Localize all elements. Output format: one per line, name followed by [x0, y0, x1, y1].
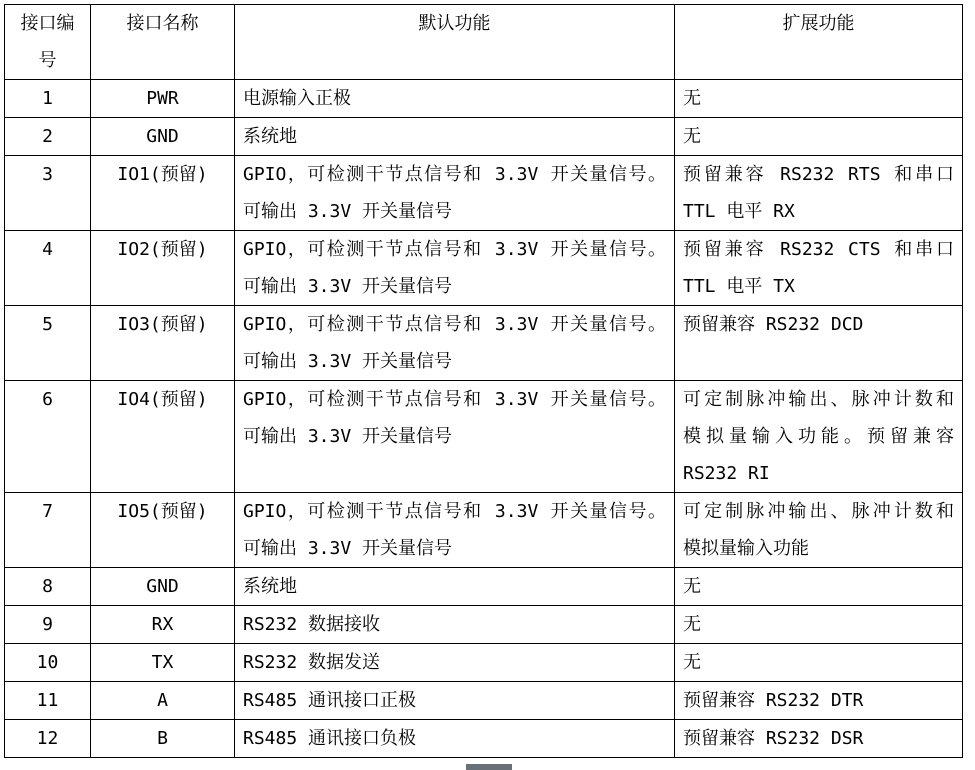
- text-line: 电源输入正极: [243, 88, 351, 109]
- text-line: 无: [683, 576, 701, 597]
- cell-interface-name: GND: [91, 568, 235, 606]
- table-row: [5, 156, 963, 231]
- cell-extended-function: [675, 306, 963, 381]
- cell-default-function: [235, 682, 675, 720]
- text-line: 接口名称: [126, 13, 199, 34]
- text-line: 预留兼容 RS232 RTS 和串口: [683, 164, 954, 185]
- text-line: 可输出 3.3V 开关量信号: [243, 351, 453, 372]
- table-row: [5, 493, 963, 568]
- text-line: RS232 RI: [683, 463, 770, 484]
- cell-extended-function: [675, 720, 963, 758]
- text-line: 系统地: [243, 126, 297, 147]
- text-line: 可输出 3.3V 开关量信号: [243, 201, 453, 222]
- cell-default-function: [235, 306, 675, 381]
- header-extended-function: [675, 5, 963, 80]
- text-line: 无: [683, 614, 701, 635]
- table-row: [5, 720, 963, 758]
- text-line: 号: [38, 50, 57, 71]
- cell-interface-name: IO4(预留): [91, 381, 235, 493]
- cell-interface-name: GND: [91, 118, 235, 156]
- table-row: [5, 80, 963, 118]
- table-row: [5, 644, 963, 682]
- table-row: [5, 606, 963, 644]
- cell-interface-number: 1: [5, 80, 91, 118]
- cell-default-function: [235, 568, 675, 606]
- text-line: 模拟量输入功能: [683, 538, 809, 559]
- cell-default-function: [235, 720, 675, 758]
- text-line: GPIO，可检测干节点信号和 3.3V 开关量信号。: [243, 314, 666, 335]
- cell-interface-name: B: [91, 720, 235, 758]
- cell-extended-function: [675, 606, 963, 644]
- text-line: RS232 数据发送: [243, 652, 381, 673]
- text-line: 预留兼容 RS232 DCD: [683, 314, 864, 335]
- header-row: [5, 5, 963, 80]
- cell-extended-function: [675, 118, 963, 156]
- cell-interface-number: 9: [5, 606, 91, 644]
- text-line: 无: [683, 126, 701, 147]
- cell-extended-function: [675, 156, 963, 231]
- cell-default-function: [235, 118, 675, 156]
- table-row: [5, 118, 963, 156]
- cell-interface-name: TX: [91, 644, 235, 682]
- text-line: 接口编: [20, 13, 75, 34]
- header-interface-number: [5, 5, 91, 80]
- cell-interface-number: 5: [5, 306, 91, 381]
- cell-interface-name: IO5(预留): [91, 493, 235, 568]
- cell-extended-function: [675, 644, 963, 682]
- text-line: RS485 通讯接口正极: [243, 690, 417, 711]
- text-line: 预留兼容 RS232 DTR: [683, 690, 864, 711]
- cell-interface-number: 2: [5, 118, 91, 156]
- cell-interface-name: RX: [91, 606, 235, 644]
- text-line: GPIO，可检测干节点信号和 3.3V 开关量信号。: [243, 164, 666, 185]
- cell-default-function: [235, 644, 675, 682]
- text-line: 无: [683, 652, 701, 673]
- cell-extended-function: [675, 493, 963, 568]
- cell-extended-function: [675, 381, 963, 493]
- scrollbar-thumb[interactable]: [466, 764, 512, 770]
- cell-interface-name: IO1(预留): [91, 156, 235, 231]
- text-line: 系统地: [243, 576, 297, 597]
- header-default-function: [235, 5, 675, 80]
- text-line: GPIO，可检测干节点信号和 3.3V 开关量信号。: [243, 501, 666, 522]
- cell-interface-number: 3: [5, 156, 91, 231]
- cell-default-function: [235, 606, 675, 644]
- text-line: 默认功能: [418, 13, 491, 34]
- cell-extended-function: [675, 80, 963, 118]
- cell-interface-name: PWR: [91, 80, 235, 118]
- cell-default-function: [235, 493, 675, 568]
- text-line: RS232 数据接收: [243, 614, 381, 635]
- cell-extended-function: [675, 682, 963, 720]
- text-line: GPIO，可检测干节点信号和 3.3V 开关量信号。: [243, 389, 666, 410]
- pin-function-table: [4, 4, 963, 758]
- text-line: 可输出 3.3V 开关量信号: [243, 276, 453, 297]
- cell-interface-name: IO3(预留): [91, 306, 235, 381]
- cell-interface-number: 6: [5, 381, 91, 493]
- cell-interface-number: 12: [5, 720, 91, 758]
- cell-interface-name: IO2(预留): [91, 231, 235, 306]
- text-line: TTL 电平 TX: [683, 276, 795, 297]
- text-line: 预留兼容 RS232 CTS 和串口: [683, 239, 954, 260]
- text-line: 模拟量输入功能。预留兼容: [683, 426, 954, 447]
- header-interface-name: [91, 5, 235, 80]
- cell-extended-function: [675, 568, 963, 606]
- table-row: [5, 306, 963, 381]
- cell-default-function: [235, 381, 675, 493]
- cell-interface-number: 8: [5, 568, 91, 606]
- cell-interface-number: 4: [5, 231, 91, 306]
- table-row: [5, 682, 963, 720]
- text-line: 可输出 3.3V 开关量信号: [243, 538, 453, 559]
- cell-default-function: [235, 80, 675, 118]
- text-line: RS485 通讯接口负极: [243, 728, 417, 749]
- text-line: GPIO，可检测干节点信号和 3.3V 开关量信号。: [243, 239, 666, 260]
- cell-extended-function: [675, 231, 963, 306]
- cell-interface-name: A: [91, 682, 235, 720]
- cell-default-function: [235, 156, 675, 231]
- text-line: 扩展功能: [782, 13, 855, 34]
- cell-interface-number: 7: [5, 493, 91, 568]
- cell-interface-number: 11: [5, 682, 91, 720]
- text-line: 可定制脉冲输出、脉冲计数和: [683, 501, 954, 522]
- table-row: [5, 568, 963, 606]
- text-line: 可输出 3.3V 开关量信号: [243, 426, 453, 447]
- cell-default-function: [235, 231, 675, 306]
- cell-interface-number: 10: [5, 644, 91, 682]
- text-line: TTL 电平 RX: [683, 201, 795, 222]
- table-row: [5, 381, 963, 493]
- table-row: [5, 231, 963, 306]
- text-line: 无: [683, 88, 701, 109]
- text-line: 预留兼容 RS232 DSR: [683, 728, 864, 749]
- text-line: 可定制脉冲输出、脉冲计数和: [683, 389, 954, 410]
